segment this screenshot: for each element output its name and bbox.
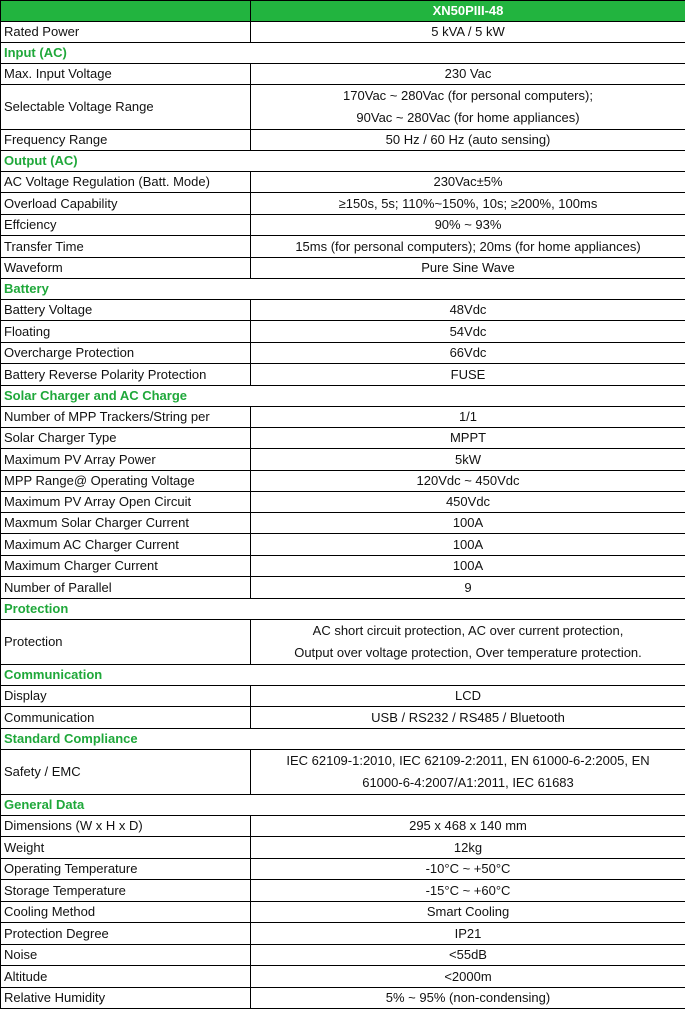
spec-label: Waveform [1,258,251,279]
section-title: Solar Charger and AC Charge [1,386,685,407]
spec-label: Operating Temperature [1,859,251,880]
spec-row [1,236,685,258]
section-header-row [1,795,685,816]
spec-row [1,364,685,386]
spec-value: 5kW [251,449,685,471]
spec-value: IP21 [251,923,685,945]
spec-label: Battery Reverse Polarity Protection [1,364,251,386]
spec-value: -10°C ~ +50°C [251,859,685,880]
spec-value [251,620,685,665]
section-title: Output (AC) [1,151,685,172]
spec-label: Weight [1,837,251,859]
spec-value: <55dB [251,945,685,966]
spec-row [1,193,685,215]
spec-label: Relative Humidity [1,988,251,1009]
spec-row [1,428,685,449]
spec-row [1,966,685,988]
spec-label: Dimensions (W x H x D) [1,816,251,837]
spec-row [1,945,685,966]
spec-label: Communication [1,707,251,729]
spec-row [1,492,685,513]
spec-value: 15ms (for personal computers); 20ms (for home appliances) [251,236,685,258]
spec-label: AC Voltage Regulation (Batt. Mode) [1,172,251,193]
spec-row [1,880,685,902]
spec-label: Safety / EMC [1,750,251,795]
section-header-row [1,151,685,172]
spec-value: 120Vdc ~ 450Vdc [251,471,685,492]
spec-value-line: IEC 62109-1:2010, IEC 62109-2:2011, EN 61000-6-2:2005, EN [254,750,682,772]
spec-row [1,343,685,364]
spec-label: Display [1,686,251,707]
spec-label: Maximum PV Array Power [1,449,251,471]
spec-row [1,620,685,665]
spec-row [1,258,685,279]
spec-value: 100A [251,513,685,534]
spec-value-line: 170Vac ~ 280Vac (for personal computers); [254,85,682,107]
spec-row [1,577,685,599]
spec-label: Solar Charger Type [1,428,251,449]
spec-value-line: AC short circuit protection, AC over current protection, [254,620,682,642]
section-title: Standard Compliance [1,729,685,750]
section-title: Battery [1,279,685,300]
spec-value: 1/1 [251,407,685,428]
spec-row [1,534,685,556]
spec-row [1,449,685,471]
section-title: Protection [1,599,685,620]
spec-label: Maximum AC Charger Current [1,534,251,556]
spec-row [1,407,685,428]
spec-value: 100A [251,534,685,556]
spec-row [1,923,685,945]
spec-row [1,707,685,729]
spec-value [251,85,685,130]
spec-label: Number of Parallel [1,577,251,599]
spec-value: <2000m [251,966,685,988]
header-label-cell [1,1,251,22]
spec-label: Number of MPP Trackers/String per [1,407,251,428]
spec-value: ≥150s, 5s; 110%~150%, 10s; ≥200%, 100ms [251,193,685,215]
spec-value: 54Vdc [251,321,685,343]
spec-label: Storage Temperature [1,880,251,902]
section-title: Input (AC) [1,43,685,64]
spec-row [1,816,685,837]
spec-row [1,556,685,577]
section-header-row [1,665,685,686]
spec-row [1,513,685,534]
section-title: General Data [1,795,685,816]
spec-row [1,130,685,151]
spec-value: 66Vdc [251,343,685,364]
spec-label: Max. Input Voltage [1,64,251,85]
spec-value: LCD [251,686,685,707]
spec-row [1,85,685,130]
spec-value: 450Vdc [251,492,685,513]
spec-value-line: Output over voltage protection, Over temperature protection. [254,642,682,664]
section-header-row [1,599,685,620]
spec-row [1,172,685,193]
spec-value-line: 90Vac ~ 280Vac (for home appliances) [254,107,682,129]
spec-label: Rated Power [1,22,251,43]
spec-value: -15°C ~ +60°C [251,880,685,902]
spec-row [1,859,685,880]
spec-label: Protection [1,620,251,665]
spec-row [1,321,685,343]
spec-label: Altitude [1,966,251,988]
section-header-row [1,43,685,64]
section-title: Communication [1,665,685,686]
spec-value: Smart Cooling [251,902,685,923]
spec-label: Transfer Time [1,236,251,258]
spec-label: Effciency [1,215,251,236]
spec-row [1,902,685,923]
spec-row [1,215,685,236]
spec-row [1,837,685,859]
spec-value: 5% ~ 95% (non-condensing) [251,988,685,1009]
spec-label: Maxmum Solar Charger Current [1,513,251,534]
spec-value: 5 kVA / 5 kW [251,22,685,43]
spec-row [1,300,685,321]
spec-label: Cooling Method [1,902,251,923]
spec-row [1,686,685,707]
spec-row [1,64,685,85]
spec-value: 90% ~ 93% [251,215,685,236]
section-header-row [1,279,685,300]
spec-value: USB / RS232 / RS485 / Bluetooth [251,707,685,729]
spec-row [1,750,685,795]
spec-label: Selectable Voltage Range [1,85,251,130]
spec-label: Protection Degree [1,923,251,945]
spec-row [1,988,685,1009]
model-name: XN50PIII-48 [251,1,685,22]
spec-value: 48Vdc [251,300,685,321]
spec-value: 230Vac±5% [251,172,685,193]
spec-label: Frequency Range [1,130,251,151]
spec-value: MPPT [251,428,685,449]
spec-label: Overload Capability [1,193,251,215]
spec-label: Battery Voltage [1,300,251,321]
spec-label: Overcharge Protection [1,343,251,364]
spec-value: 100A [251,556,685,577]
spec-value [251,750,685,795]
spec-value: 12kg [251,837,685,859]
spec-row [1,22,685,43]
spec-value-line: 61000-6-4:2007/A1:2011, IEC 61683 [254,772,682,794]
spec-label: MPP Range@ Operating Voltage [1,471,251,492]
section-header-row [1,729,685,750]
spec-label: Noise [1,945,251,966]
spec-value: FUSE [251,364,685,386]
section-header-row [1,386,685,407]
spec-value: 9 [251,577,685,599]
spec-label: Floating [1,321,251,343]
spec-value: 50 Hz / 60 Hz (auto sensing) [251,130,685,151]
spec-value: Pure Sine Wave [251,258,685,279]
spec-row [1,471,685,492]
header-row [1,1,685,22]
spec-label: Maximum PV Array Open Circuit [1,492,251,513]
spec-table-body [1,1,685,1009]
spec-value: 230 Vac [251,64,685,85]
spec-value: 295 x 468 x 140 mm [251,816,685,837]
spec-label: Maximum Charger Current [1,556,251,577]
